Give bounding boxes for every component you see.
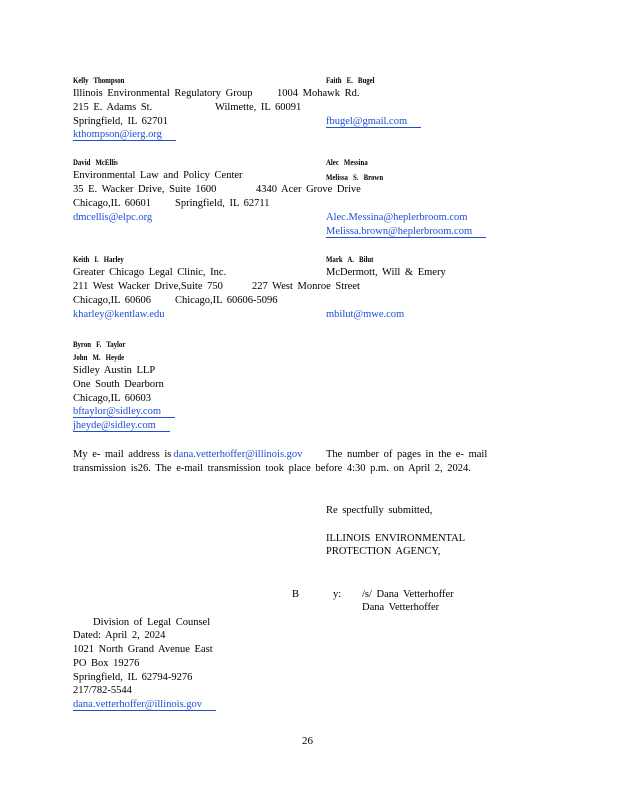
agency-name: PROTECTION AGENCY,	[326, 546, 441, 557]
contact-address: 211 West Wacker Drive,Suite 750	[73, 281, 223, 292]
contact-address: 35 E. Wacker Drive, Suite 1600	[73, 184, 217, 195]
contact-name: Kelly Thompson	[73, 76, 125, 85]
contact-address: 215 E. Adams St.	[73, 102, 153, 113]
statement-text: The number of pages in the e- mail	[326, 449, 488, 460]
contact-org: Sidley Austin LLP	[73, 365, 156, 376]
statement-line	[73, 448, 302, 462]
signatory-name: Dana Vetterhoffer	[362, 602, 440, 613]
contact-city: Springfield, IL 62701	[73, 116, 168, 127]
date-line: Dated: April 2, 2024	[73, 630, 166, 641]
division-name: Division of Legal Counsel	[93, 617, 211, 628]
contact-name: John M. Heyde	[73, 353, 125, 362]
signature-text: /s/ Dana Vetterhoffer	[362, 589, 454, 600]
email-link[interactable]: dana.vetterhoffer@illinois.gov	[173, 449, 303, 460]
address-line: 1021 North Grand Avenue East	[73, 644, 213, 655]
contact-name: Faith E. Bugel	[326, 76, 375, 85]
email-link[interactable]: mbilut@mwe.com	[326, 309, 405, 320]
by-label: y:	[333, 589, 342, 600]
statement-text: My e- mail address is	[73, 449, 172, 460]
contact-org: Greater Chicago Legal Clinic, Inc.	[73, 267, 227, 278]
contact-name: Mark A. Bilut	[326, 255, 374, 264]
contact-city: Chicago,IL 60606-5096	[175, 295, 278, 306]
contact-name: Alec Messina	[326, 158, 368, 167]
email-link[interactable]: kthompson@ierg.org	[73, 129, 176, 141]
address-line: Springfield, IL 62794-9276	[73, 672, 193, 683]
email-link[interactable]: bftaylor@sidley.com	[73, 406, 175, 418]
email-link[interactable]: fbugel@gmail.com	[326, 116, 421, 128]
page-number: 26	[302, 735, 313, 747]
contact-address: One South Dearborn	[73, 379, 164, 390]
by-label: B	[292, 589, 300, 600]
contact-city: Springfield, IL 62711	[175, 198, 270, 209]
phone-number: 217/782-5544	[73, 685, 132, 696]
contact-city: Chicago,IL 60601	[73, 198, 152, 209]
email-link[interactable]: jheyde@sidley.com	[73, 420, 170, 432]
contact-org: Environmental Law and Policy Center	[73, 170, 243, 181]
email-link[interactable]: dana.vetterhoffer@illinois.gov	[73, 699, 216, 711]
contact-city: Wilmette, IL 60091	[215, 102, 302, 113]
contact-name: Byron F. Taylor	[73, 340, 126, 349]
contact-address: 1004 Mohawk Rd.	[277, 88, 360, 99]
contact-city: Chicago,IL 60606	[73, 295, 152, 306]
contact-name: Melissa S. Brown	[326, 173, 384, 182]
email-link[interactable]: dmcellis@elpc.org	[73, 212, 153, 223]
statement-text: transmission is26. The e-mail transmission took place before 4:30 p.m. on April 2, 2024.	[73, 463, 471, 474]
agency-name: ILLINOIS ENVIRONMENTAL	[326, 533, 466, 544]
email-link[interactable]: Melissa.brown@heplerbroom.com	[326, 226, 486, 238]
contact-address: 4340 Acer Grove Drive	[256, 184, 361, 195]
contact-name: David McEllis	[73, 158, 118, 167]
contact-org: Illinois Environmental Regulatory Group	[73, 88, 253, 99]
contact-city: Chicago,IL 60603	[73, 393, 152, 404]
contact-org: McDermott, Will & Emery	[326, 267, 446, 278]
email-link[interactable]: kharley@kentlaw.edu	[73, 309, 165, 320]
address-line: PO Box 19276	[73, 658, 140, 669]
closing-text: Re spectfully submitted,	[326, 505, 433, 516]
email-link[interactable]: Alec.Messina@heplerbroom.com	[326, 212, 468, 223]
contact-name: Keith I. Harley	[73, 255, 124, 264]
contact-address: 227 West Monroe Street	[252, 281, 360, 292]
